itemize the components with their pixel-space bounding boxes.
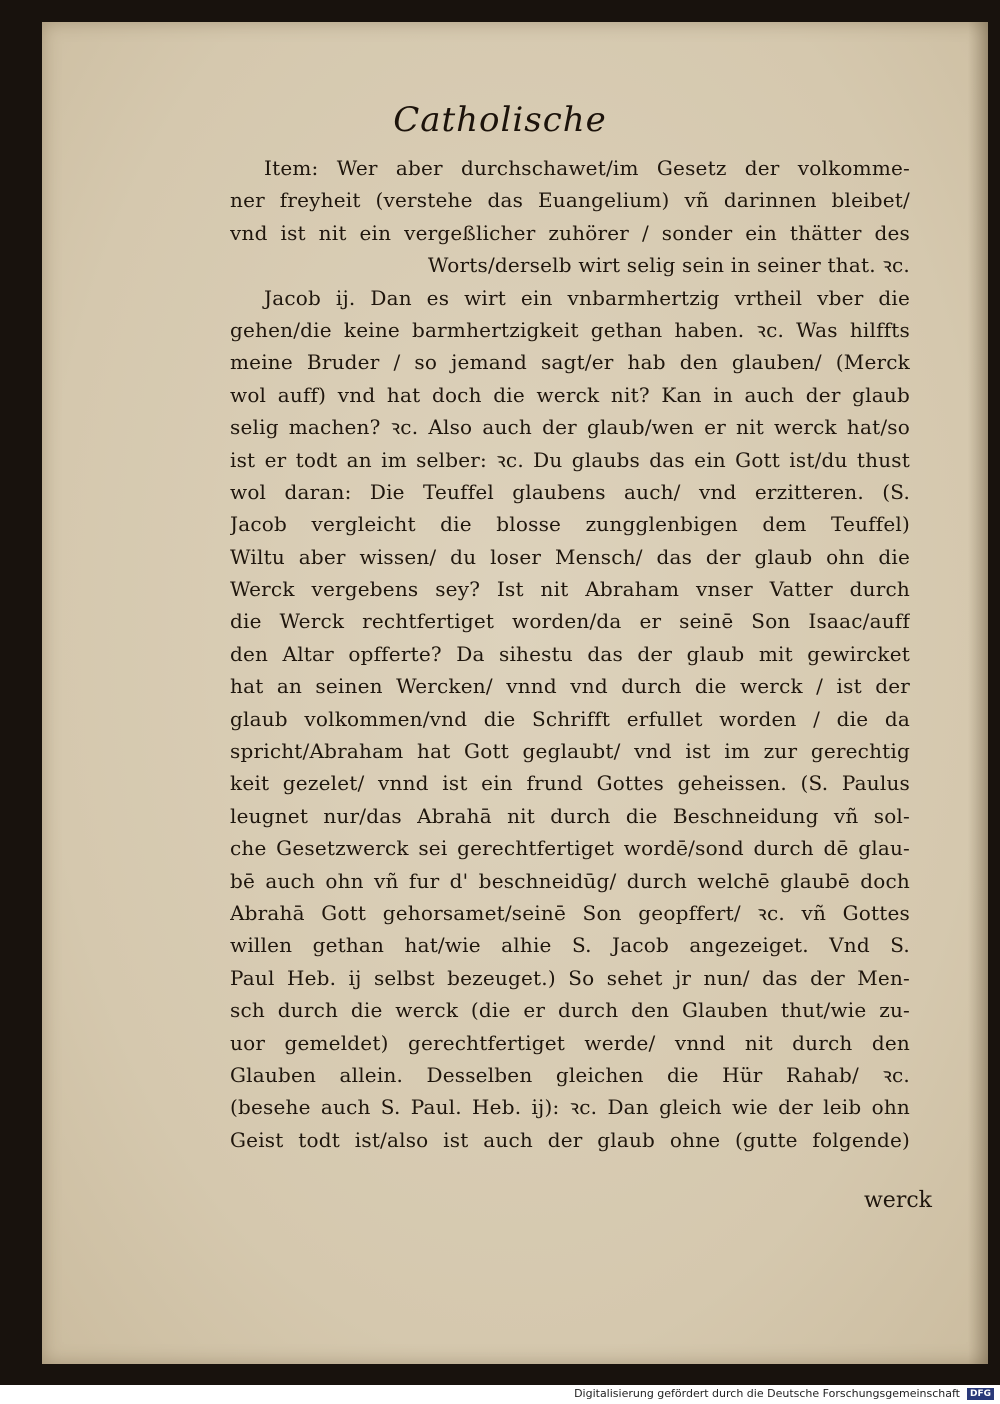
text-line: Jacob vergleicht die blosse zungglenbigen dem Teuffel) [230,512,910,537]
text-line: Item: Wer aber durchschawet/im Gesetz der volkomme- [264,156,910,180]
text-line: wol auff) vnd hat doch die werck nit? Kan in auch der glaub [230,382,910,407]
text-line: ist er todt an im selber: ꝛc. Du glaubs das ein Gott ist/du thust [230,447,910,472]
text-line: gehen/die keine barmhertzigkeit gethan haben. ꝛc. Was hilffts [230,317,910,342]
text-line: ner freyheit (verstehe das Euangelium) vñ darinnen bleibet/ [230,188,910,213]
text-line: Geist todt ist/also ist auch der glaub ohne (gutte folgende) [230,1127,910,1152]
page-edge-shadow [968,22,988,1364]
text-line: die Werck rechtfertiget worden/da er seinē Son Isaac/auff [230,609,910,634]
text-line: hat an seinen Wercken/ vnnd vnd durch die werck / ist der [230,674,910,699]
text-line: willen gethan hat/wie alhie S. Jacob angezeiget. Vnd S. [230,933,910,958]
body-text [230,152,910,1156]
funding-credit: Digitalisierung gefördert durch die Deutsche Forschungsgemeinschaft [574,1387,960,1400]
text-line: leugnet nur/das Abrahā nit durch die Beschneidung vñ sol- [230,803,910,828]
text-line: uor gemeldet) gerechtfertiget werde/ vnnd nit durch den [230,1030,910,1055]
text-line: selig machen? ꝛc. Also auch der glaub/wen er nit werck hat/so [230,415,910,440]
text-line: Wiltu aber wissen/ du loser Mensch/ das der glaub ohn die [230,544,910,569]
dfg-logo: DFG [967,1388,994,1400]
text-line: Jacob ij. Dan es wirt ein vnbarmhertzig vrtheil vber die [264,285,910,310]
text-line: Abrahā Gott gehorsamet/seinē Son geopffert/ ꝛc. vñ Gottes [230,900,910,925]
text-line: wol daran: Die Teuffel glaubens auch/ vnd erzitteren. (S. [230,479,910,504]
text-line: keit gezelet/ vnnd ist ein frund Gottes geheissen. (S. Paulus [230,771,910,796]
text-line: bē auch ohn vñ fur d' beschneidūg/ durch welchē glaubē doch [230,868,910,893]
catchword: werck [863,1188,932,1213]
text-line: vnd ist nit ein vergeßlicher zuhörer / sonder ein thätter des [230,220,910,245]
text-line: glaub volkommen/vnd die Schrifft erfullet worden / die da [230,706,910,731]
running-head: Catholische [393,100,607,140]
text-line: spricht/Abraham hat Gott geglaubt/ vnd ist im zur gerechtig [230,739,910,764]
text-line: che Gesetzwerck sei gerechtfertiget wordē/sond durch dē glau- [230,836,910,861]
footer-bar [0,1385,1000,1404]
text-line: Glauben allein. Desselben gleichen die Hür Rahab/ ꝛc. [230,1062,910,1087]
text-line: Paul Heb. ij selbst bezeuget.) So sehet jr nun/ das der Men- [230,965,910,990]
text-line: (besehe auch S. Paul. Heb. ij): ꝛc. Dan gleich wie der leib ohn [230,1095,910,1120]
text-line: Worts/derselb wirt selig sein in seiner that. ꝛc. [427,253,910,278]
text-line: meine Bruder / so jemand sagt/er hab den glauben/ (Merck [230,350,910,375]
text-line: den Altar opfferte? Da sihestu das der glaub mit gewircket [230,641,910,666]
text-line: Werck vergebens sey? Ist nit Abraham vnser Vatter durch [230,577,910,602]
text-line: sch durch die werck (die er durch den Glauben thut/wie zu- [230,998,910,1023]
